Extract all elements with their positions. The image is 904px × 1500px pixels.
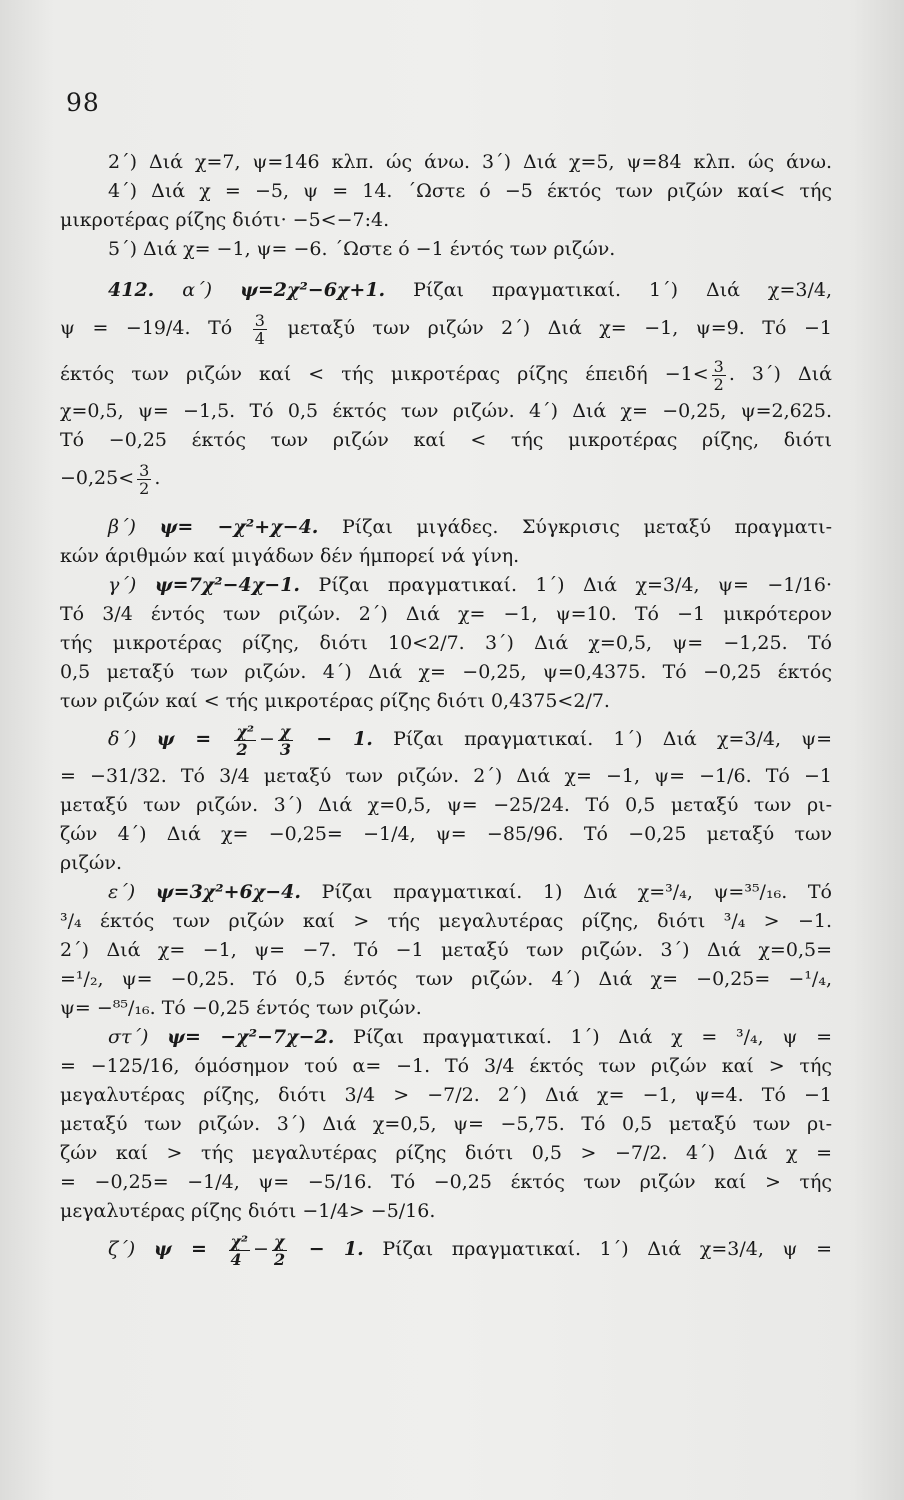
- equation: ψ=7χ²−4χ−1.: [154, 574, 301, 596]
- text-fragment: ψ = −19/4. Τό: [60, 317, 233, 339]
- case-b-line: [60, 513, 832, 542]
- text-fragment: Ρίζαι πραγματικαί. 1΄) Διά χ=3/4, ψ=: [393, 728, 832, 750]
- case-z-line: [60, 1226, 832, 1272]
- text-fragment: Ρίζαι πραγματικαί. 1) Διά χ=³/₄, ψ=³⁵/₁₆. Τό: [321, 881, 832, 903]
- text-line-with-fraction: [60, 351, 832, 397]
- text-line: χ=0,5, ψ= −1,5. Τό 0,5 έκτός των ριζών. 4΄) Διά χ= −0,25, ψ=2,625.: [60, 400, 832, 422]
- text-line: =¹/₂, ψ= −0,25. Τό 0,5 έντός των ριζών. 4΄) Διά χ= −0,25= −¹/₄,: [60, 968, 832, 990]
- equation-part: ψ =: [153, 1238, 207, 1260]
- fraction: [278, 723, 293, 758]
- numerator: χ: [272, 1233, 287, 1251]
- fraction: [272, 1233, 287, 1268]
- denominator: 2: [713, 374, 724, 394]
- text-line: 5΄) Διά χ= −1, ψ= −6. ΄Ωστε ό −1 έντός των ριζών.: [108, 238, 616, 260]
- text-fragment: μεταξύ των ριζών 2΄) Διά χ= −1, ψ=9. Τό −1: [287, 317, 832, 339]
- denominator: 2: [236, 739, 248, 759]
- text-line: ζών καί > τής μεγαλυτέρας ρίζης διότι 0,5 > −7/2. 4΄) Διά χ =: [60, 1142, 832, 1164]
- denominator: 2: [139, 478, 150, 498]
- text-line: ψ= −⁸⁵/₁₆. Τό −0,25 έντός των ριζών.: [60, 997, 422, 1019]
- text-fragment: Ρίζαι πραγματικαί. 1΄) Διά χ=3/4, ψ =: [382, 1238, 832, 1260]
- numerator: χ: [278, 723, 293, 741]
- text-line: = −125/16, όμόσημον τού α= −1. Τό 3/4 έκτός των ριζών καί > τής: [60, 1055, 832, 1077]
- text-line: των ριζών καί < τής μικροτέρας ρίζης διότι 0,4375<2/7.: [60, 690, 610, 712]
- equation: ψ= −χ²−7χ−2.: [167, 1026, 335, 1048]
- case-e-line: [60, 878, 832, 907]
- solutions-text: [60, 148, 832, 1272]
- fraction: [229, 1233, 251, 1268]
- fraction: [712, 358, 726, 393]
- case-label: β΄): [108, 516, 136, 538]
- text-fragment: . 3΄) Διά: [728, 363, 832, 385]
- operator: −: [253, 1238, 269, 1260]
- case-label: α΄): [182, 279, 212, 301]
- text-line-with-fraction: [60, 305, 832, 351]
- page-number: 98: [66, 88, 100, 117]
- case-c-line: [60, 571, 832, 600]
- exercise-number: 412.: [108, 279, 155, 301]
- case-st-line: [60, 1023, 832, 1052]
- exercise-412-heading: [60, 276, 832, 305]
- text-fragment: Ρίζαι μιγάδες. Σύγκρισις μεταξύ πραγματι-: [342, 516, 832, 538]
- text-fragment: Ρίζαι πραγματικαί. 1΄) Διά χ=3/4, ψ= −1/16·: [318, 574, 832, 596]
- text-line: 2΄) Διά χ=7, ψ=146 κλπ. ώς άνω. 3΄) Διά χ=5, ψ=84 κλπ. ώς άνω.: [108, 151, 832, 173]
- numerator: χ²: [230, 1231, 249, 1251]
- fraction: [253, 312, 267, 347]
- denominator: 4: [254, 328, 265, 348]
- text-line-with-fraction: [60, 455, 832, 501]
- denominator: 3: [279, 739, 292, 759]
- text-line: μεγαλυτέρας ρίζης διότι −1/4> −5/16.: [60, 1200, 436, 1222]
- numerator: 3: [713, 356, 724, 376]
- equation: ψ=2χ²−6χ+1.: [239, 279, 386, 301]
- case-label: ζ΄): [108, 1238, 136, 1260]
- text-line: τής μικροτέρας ρίζης, διότι 10<2/7. 3΄) Διά χ=0,5, ψ= −1,25. Τό: [60, 632, 832, 654]
- text-line: 2΄) Διά χ= −1, ψ= −7. Τό −1 μεταξύ των ριζών. 3΄) Διά χ=0,5=: [60, 939, 832, 961]
- text-fragment: Ρίζαι πραγματικαί. 1΄) Διά χ=3/4,: [413, 279, 832, 301]
- text-line: ριζών.: [60, 852, 123, 874]
- text-line: μεγαλυτέρας ρίζης, διότι 3/4 > −7/2. 2΄) Διά χ= −1, ψ=4. Τό −1: [60, 1084, 832, 1106]
- equation-part: ψ =: [156, 728, 212, 750]
- case-label: δ΄): [108, 728, 137, 750]
- case-label: ε΄): [108, 881, 136, 903]
- fraction: [137, 462, 151, 497]
- equation: ψ= −χ²+χ−4.: [159, 516, 319, 538]
- text-line: = −0,25= −1/4, ψ= −5/16. Τό −0,25 έκτός των ριζών καί > τής: [60, 1171, 832, 1193]
- text-fragment: έκτός των ριζών καί < τής μικροτέρας ρίζης έπειδή −1<: [60, 363, 709, 385]
- equation: ψ=3χ²+6χ−4.: [155, 881, 302, 903]
- text-line: = −31/32. Τό 3/4 μεταξύ των ριζών. 2΄) Διά χ= −1, ψ= −1/6. Τό −1: [60, 765, 832, 787]
- text-line: ζών 4΄) Διά χ= −0,25= −1/4, ψ= −85/96. Τό −0,25 μεταξύ των: [60, 823, 832, 845]
- denominator: 4: [230, 1249, 242, 1269]
- equation-part: − 1.: [316, 728, 373, 750]
- text-line: μεταξύ των ριζών. 3΄) Διά χ=0,5, ψ= −5,75. Τό 0,5 μεταξύ των ρι-: [60, 1113, 832, 1135]
- text-fragment: .: [154, 467, 161, 489]
- numerator: 3: [139, 460, 150, 480]
- text-line: 4΄) Διά χ = −5, ψ = 14. ΄Ωστε ό −5 έκτός των ριζών καί< τής: [108, 180, 832, 202]
- equation-part: − 1.: [308, 1238, 364, 1260]
- fraction: [234, 723, 256, 758]
- text-line: Τό −0,25 έκτός των ριζών καί < τής μικροτέρας ρίζης, διότι: [60, 429, 832, 451]
- text-line: 0,5 μεταξύ των ριζών. 4΄) Διά χ= −0,25, ψ=0,4375. Τό −0,25 έκτός: [60, 661, 832, 683]
- text-fragment: Ρίζαι πραγματικαί. 1΄) Διά χ = ³/₄, ψ =: [353, 1026, 832, 1048]
- text-fragment: −0,25<: [60, 467, 135, 489]
- denominator: 2: [273, 1249, 286, 1269]
- text-line: ³/₄ έκτός των ριζών καί > τής μεγαλυτέρας ρίζης, διότι ³/₄ > −1.: [60, 910, 832, 932]
- operator: −: [258, 728, 275, 750]
- text-line: Τό 3/4 έντός των ριζών. 2΄) Διά χ= −1, ψ=10. Τό −1 μικρότερον: [60, 603, 832, 625]
- text-line: κών άριθμών καί μιγάδων δέν ήμπορεί νά γίνη.: [60, 545, 520, 567]
- numerator: χ²: [236, 721, 254, 741]
- numerator: 3: [254, 310, 265, 330]
- case-d-line: [60, 716, 832, 762]
- case-label: στ΄): [108, 1026, 149, 1048]
- case-label: γ΄): [108, 574, 137, 596]
- text-line: μικροτέρας ρίζης διότι· −5<−7:4.: [60, 209, 390, 231]
- text-line: μεταξύ των ριζών. 3΄) Διά χ=0,5, ψ= −25/24. Τό 0,5 μεταξύ των ρι-: [60, 794, 832, 816]
